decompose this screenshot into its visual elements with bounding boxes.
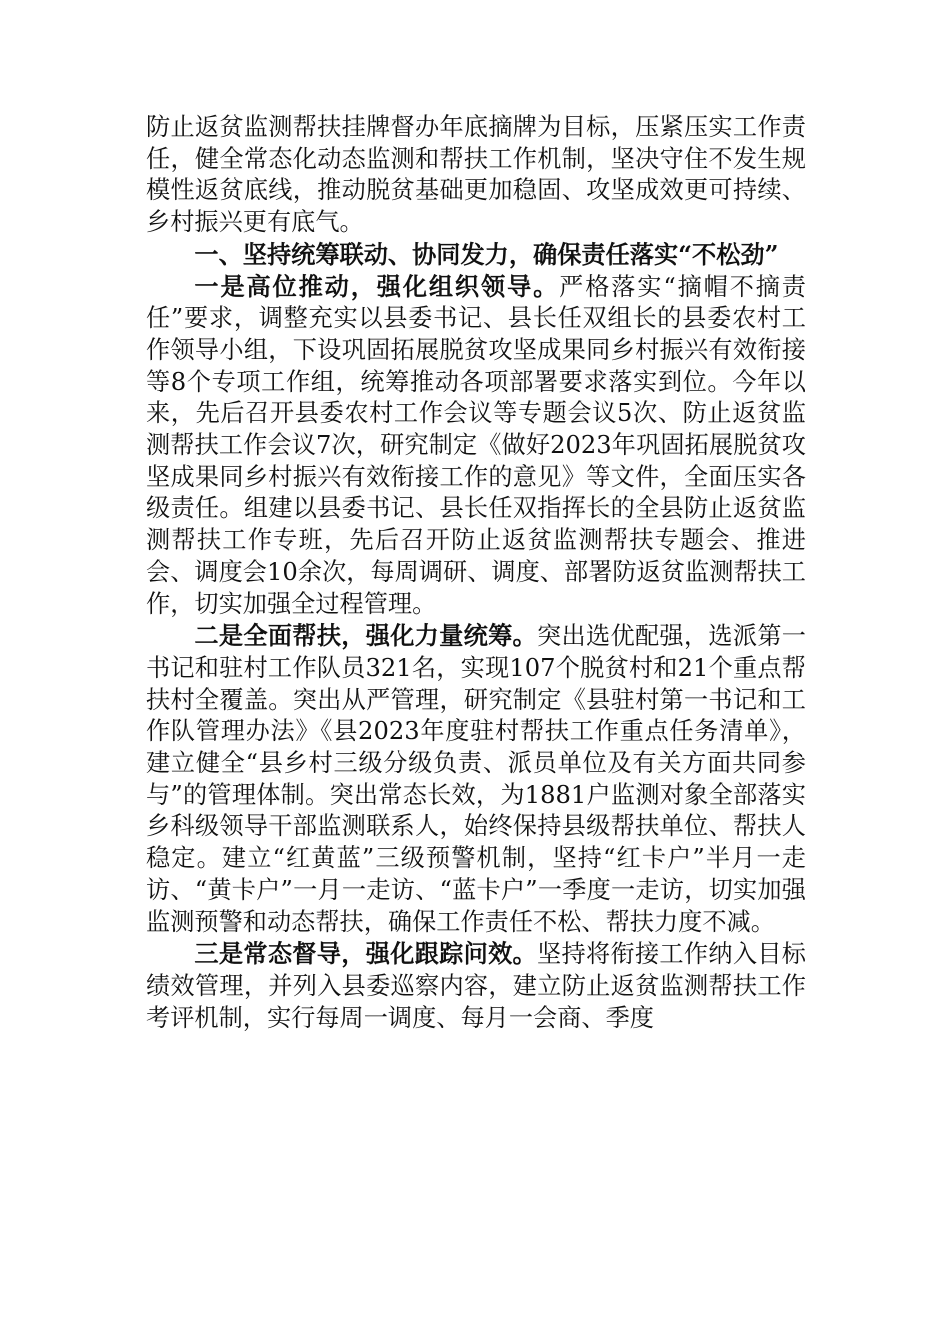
paragraph-text: 突出选优配强，选派第一书记和驻村工作队员321名，实现107个脱贫村和21个重点帮扶村全覆盖。突出从严管理，研究制定《县驻村第一书记和工作队管理办法》《县2023年度驻村帮扶工作重点任务清单》，建立健全“县乡村三级分级负责、派员单位及有关方面共同参与”的管理体制。突出常态长效，为1881户监测对象全部落实乡科级领导干部监测联系人，始终保持县级帮扶单位、帮扶人稳定。建立“红黄蓝”三级预警机制，坚持“红卡户”半月一走访、“黄卡户”一月一走访、“蓝卡户”一季度一走访，切实加强监测预警和动态帮扶，确保工作责任不松、帮扶力度不减。 bbox=[146, 622, 806, 936]
paragraph-lead: 二是全面帮扶，强化力量统筹。 bbox=[194, 621, 538, 651]
paragraph-text: 严格落实“摘帽不摘责任”要求，调整充实以县委书记、县长任双组长的县委农村工作领导小组，下设巩固拓展脱贫攻坚成果同乡村振兴有效衔接等8个专项工作组，统筹推动各项部署要求落实到位。今年以来，先后召开县委农村工作会议等专题会议5次、防止返贫监测帮扶工作会议7次，研究制定《做好2023年巩固拓展脱贫攻坚成果同乡村振兴有效衔接工作的意见》等文件，全面压实各级责任。组建以县委书记、县长任双指挥长的全县防止返贫监测帮扶工作专班，先后召开防止返贫监测帮扶专题会、推进会、调度会10余次，每周调研、调度、部署防返贫监测帮扶工作，切实加强全过程管理。 bbox=[146, 272, 806, 618]
paragraph-text: 坚持将衔接工作纳入目标绩效管理，并列入县委巡察内容，建立防止返贫监测帮扶工作考评机制，实行每周一调度、每月一会商、季度 bbox=[146, 940, 806, 1032]
document-page bbox=[146, 112, 806, 1034]
paragraph-item-3 bbox=[146, 938, 806, 1034]
paragraph-item-2 bbox=[146, 620, 806, 938]
paragraph-item-1 bbox=[146, 271, 806, 621]
section-heading-1: 一、坚持统筹联动、协同发力，确保责任落实“不松劲” bbox=[194, 239, 779, 269]
paragraph-intro bbox=[146, 112, 806, 239]
paragraph-text: 防止返贫监测帮扶挂牌督办年底摘牌为目标，压紧压实工作责任，健全常态化动态监测和帮扶工作机制，坚决守住不发生规模性返贫底线，推动脱贫基础更加稳固、攻坚成效更可持续、乡村振兴更有底气。 bbox=[146, 113, 806, 237]
paragraph-lead: 三是常态督导，强化跟踪问效。 bbox=[194, 939, 538, 969]
paragraph-lead: 一是高位推动，强化组织领导。 bbox=[194, 271, 560, 301]
